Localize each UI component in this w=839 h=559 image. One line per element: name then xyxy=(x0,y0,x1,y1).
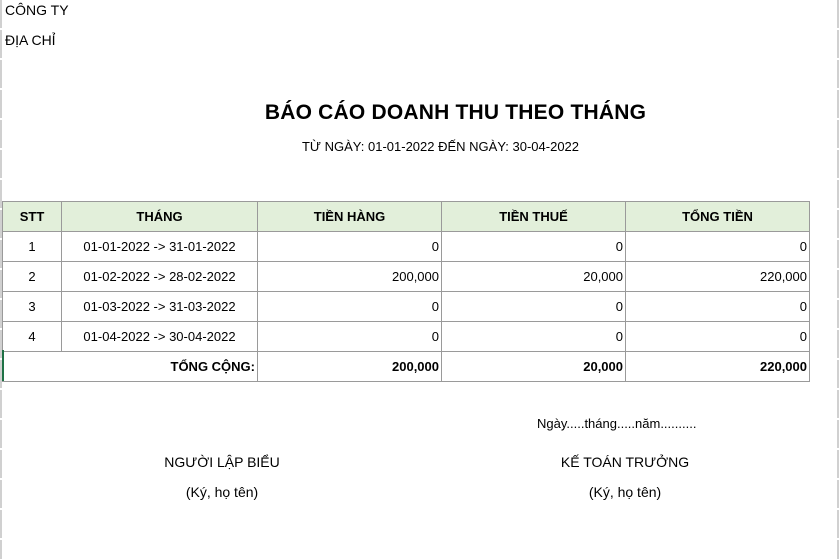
total-label[interactable]: TỔNG CỘNG: xyxy=(3,352,258,382)
cell-stt[interactable]: 2 xyxy=(3,262,62,292)
header-tien-thue[interactable]: TIỀN THUẾ xyxy=(442,202,626,232)
report-title: BÁO CÁO DOANH THU THEO THÁNG xyxy=(264,101,647,124)
cell-tien-hang[interactable]: 0 xyxy=(258,292,442,322)
header-tien-hang[interactable]: TIỀN HÀNG xyxy=(258,202,442,232)
cell-tien-hang[interactable]: 200,000 xyxy=(258,262,442,292)
preparer-note: (Ký, họ tên) xyxy=(185,484,259,500)
company-label: CÔNG TY xyxy=(5,2,69,18)
preparer-title: NGƯỜI LẬP BIỂU xyxy=(164,454,280,470)
header-thang[interactable]: THÁNG xyxy=(62,202,258,232)
cell-tong-tien[interactable]: 0 xyxy=(626,292,810,322)
chief-accountant-title: KẾ TOÁN TRƯỞNG xyxy=(560,454,690,470)
revenue-table xyxy=(2,201,810,382)
cell-tien-hang[interactable]: 0 xyxy=(258,232,442,262)
total-tien-thue[interactable]: 20,000 xyxy=(442,352,626,382)
cell-stt[interactable]: 3 xyxy=(3,292,62,322)
cell-tien-thue[interactable]: 0 xyxy=(442,292,626,322)
report-date-range: TỪ NGÀY: 01-01-2022 ĐẾN NGÀY: 30-04-2022 xyxy=(301,139,580,154)
cell-thang[interactable]: 01-01-2022 -> 31-01-2022 xyxy=(62,232,258,262)
cell-tong-tien[interactable]: 0 xyxy=(626,232,810,262)
cell-stt[interactable]: 4 xyxy=(3,322,62,352)
cell-thang[interactable]: 01-03-2022 -> 31-03-2022 xyxy=(62,292,258,322)
active-cell-marker xyxy=(2,350,4,381)
cell-tong-tien[interactable]: 220,000 xyxy=(626,262,810,292)
cell-thang[interactable]: 01-02-2022 -> 28-02-2022 xyxy=(62,262,258,292)
table-header-row xyxy=(3,202,810,232)
table-row xyxy=(3,232,810,262)
cell-tien-hang[interactable]: 0 xyxy=(258,322,442,352)
cell-tien-thue[interactable]: 0 xyxy=(442,232,626,262)
cell-tong-tien[interactable]: 0 xyxy=(626,322,810,352)
cell-thang[interactable]: 01-04-2022 -> 30-04-2022 xyxy=(62,322,258,352)
total-tong-tien[interactable]: 220,000 xyxy=(626,352,810,382)
cell-tien-thue[interactable]: 0 xyxy=(442,322,626,352)
chief-accountant-note: (Ký, họ tên) xyxy=(588,484,662,500)
header-stt[interactable]: STT xyxy=(3,202,62,232)
address-label: ĐỊA CHỈ xyxy=(5,32,56,48)
table-row xyxy=(3,262,810,292)
table-row xyxy=(3,292,810,322)
table-row xyxy=(3,322,810,352)
signature-date-line: Ngày.....tháng.....năm.......... xyxy=(537,416,697,431)
cell-tien-thue[interactable]: 20,000 xyxy=(442,262,626,292)
header-tong-tien[interactable]: TỔNG TIỀN xyxy=(626,202,810,232)
cell-stt[interactable]: 1 xyxy=(3,232,62,262)
total-tien-hang[interactable]: 200,000 xyxy=(258,352,442,382)
total-row xyxy=(3,352,810,382)
